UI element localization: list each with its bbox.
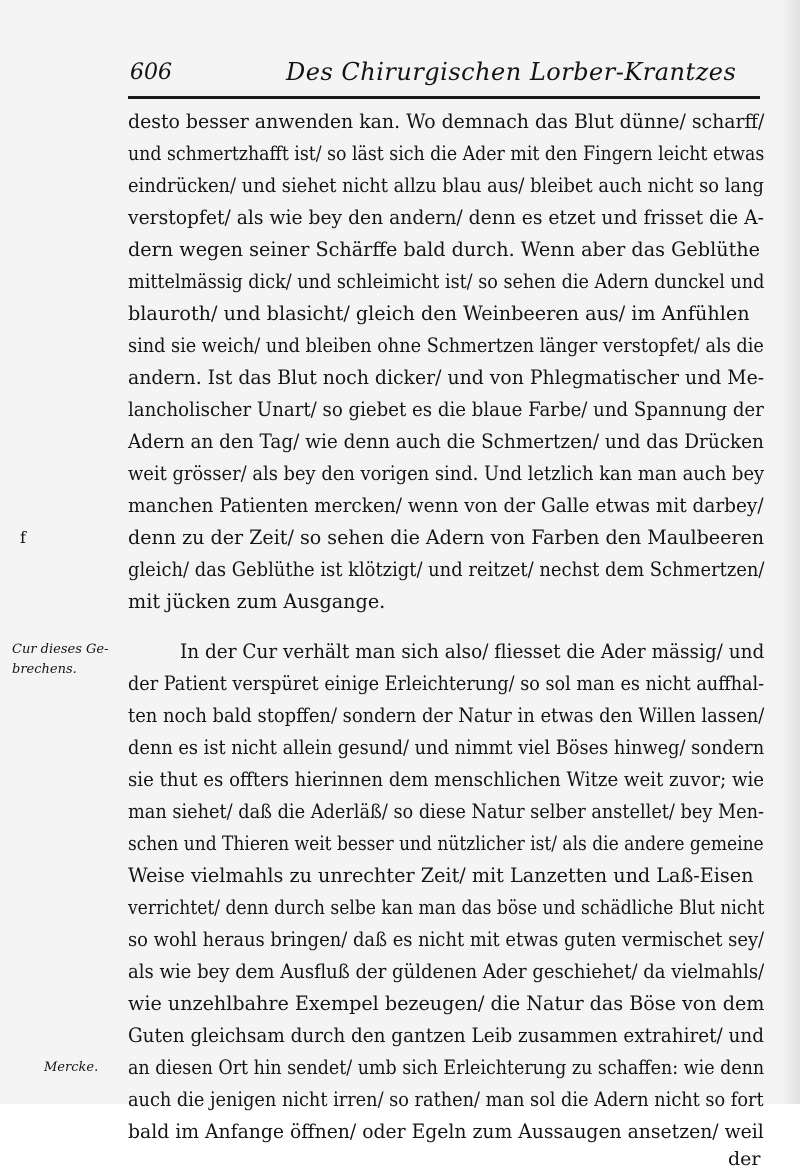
page-header — [118, 58, 758, 90]
header-rule — [128, 96, 760, 99]
text-line: mittelmässig dick/ und schleimicht ist/ so sehen die Adern dunckel und — [128, 270, 765, 293]
text-line: manchen Patienten mercken/ wenn von der Galle etwas mit darbey/ — [128, 494, 764, 517]
text-line: denn zu der Zeit/ so sehen die Adern von Farben den Maulbeeren — [128, 526, 765, 549]
text-line: Guten gleichsam durch den gantzen Leib zusammen extrahiret/ und — [128, 1024, 764, 1047]
text-line: und schmertzhafft ist/ so läst sich die Ader mit den Fingern leicht etwas — [128, 142, 765, 165]
text-line: wie unzehlbahre Exempel bezeugen/ die Natur das Böse von dem — [128, 992, 765, 1015]
text-line: mit jücken zum Ausgange. — [128, 590, 386, 613]
text-line: schen und Thieren weit besser und nützlicher ist/ als die andere gemeine — [128, 832, 764, 855]
margin-note-mercke: Mercke. — [44, 1060, 99, 1075]
text-line: eindrücken/ und siehet nicht allzu blau aus/ bleibet auch nicht so lang — [128, 174, 764, 197]
text-line: so wohl heraus bringen/ daß es nicht mit etwas guten vermischet sey/ — [128, 928, 765, 951]
text-line: blauroth/ und blasicht/ gleich den Weinbeeren aus/ im Anfühlen — [128, 302, 750, 325]
margin-note-cure-line2: brechens. — [12, 662, 77, 677]
text-line: bald im Anfange öffnen/ oder Egeln zum Aussaugen ansetzen/ weil — [128, 1120, 764, 1143]
text-line: andern. Ist das Blut noch dicker/ und von Phlegmatischer und Me- — [128, 366, 765, 389]
text-line: weit grösser/ als bey den vorigen sind. Und letzlich kan man auch bey — [128, 462, 765, 485]
text-line: der Patient verspüret einige Erleichterung/ so sol man es nicht auffhal- — [128, 672, 765, 695]
text-line: sind sie weich/ und bleiben ohne Schmertzen länger verstopfet/ als die — [128, 334, 764, 357]
catchword: der — [728, 1148, 761, 1170]
text-line: als wie bey dem Ausfluß der güldenen Ader geschiehet/ da vielmahls/ — [128, 960, 765, 983]
text-line: auch die jenigen nicht irren/ so rathen/ man sol die Adern nicht so fort — [128, 1088, 764, 1111]
text-line: denn es ist nicht allein gesund/ und nimmt viel Böses hinweg/ sondern — [128, 736, 765, 759]
margin-note-cure — [12, 640, 108, 680]
gutter-mark: f — [20, 528, 26, 547]
text-line: desto besser anwenden kan. Wo demnach das Blut dünne/ scharff/ — [128, 110, 765, 133]
text-line: ten noch bald stopffen/ sondern der Natur in etwas den Willen lassen/ — [128, 704, 765, 727]
page-edge-shadow — [782, 0, 800, 1104]
text-line: Weise vielmahls zu unrechter Zeit/ mit Lanzetten und Laß-Eisen — [128, 864, 754, 887]
text-line: verrichtet/ denn durch selbe kan man das böse und schädliche Blut nicht — [128, 896, 765, 919]
text-line: verstopfet/ als wie bey den andern/ denn es etzet und frisset die A- — [128, 206, 764, 229]
text-line: gleich/ das Geblüthe ist klötzigt/ und reitzet/ nechst dem Schmertzen/ — [128, 558, 765, 581]
text-line: Adern an den Tag/ wie denn auch die Schmertzen/ und das Drücken — [128, 430, 764, 453]
text-line: man siehet/ daß die Aderläß/ so diese Natur selber anstellet/ bey Men- — [128, 800, 765, 823]
text-line: sie thut es offters hierinnen dem menschlichen Witze weit zuvor; wie — [128, 768, 765, 791]
text-line: dern wegen seiner Schärffe bald durch. Wenn aber das Geblüthe — [128, 238, 760, 261]
margin-note-cure-line1: Cur dieses Ge- — [12, 642, 109, 657]
running-head: Des Chirurgischen Lorber-Krantzes — [286, 58, 737, 86]
text-line: lancholischer Unart/ so giebet es die blaue Farbe/ und Spannung der — [128, 398, 764, 421]
text-line: In der Cur verhält man sich also/ fliesset die Ader mässig/ und — [180, 640, 765, 663]
page-number: 606 — [130, 60, 172, 85]
text-line: an diesen Ort hin sendet/ umb sich Erleichterung zu schaffen: wie denn — [128, 1056, 765, 1079]
